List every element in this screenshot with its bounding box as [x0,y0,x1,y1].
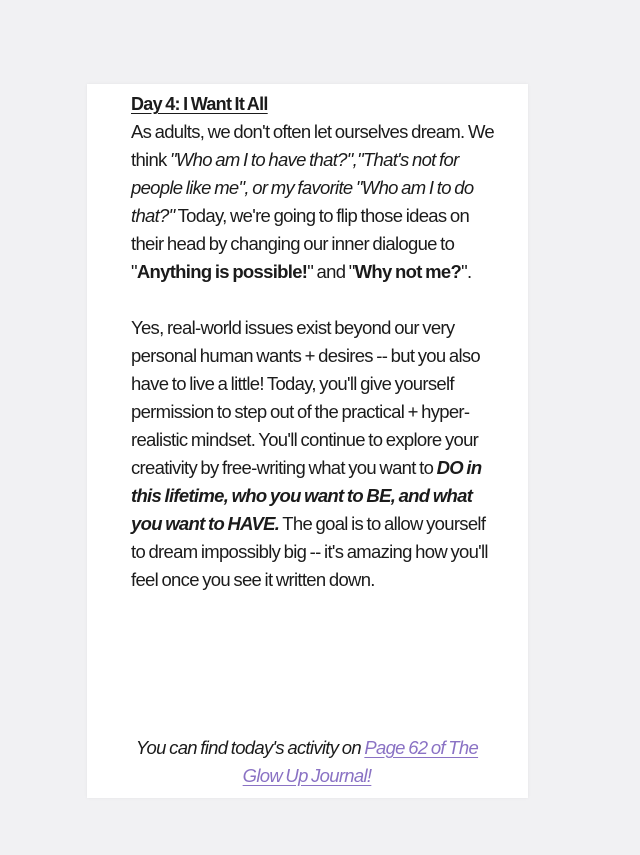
footer-text: You can find today's activity on [135,737,365,758]
intro-paragraph [131,118,501,286]
do-be-have-phrase: DO in this lifetime, who you want to BE, and what you want to HAVE. [131,457,482,534]
intro-text-e: " and " [307,261,355,282]
anything-possible-phrase: Anything is possible! [136,261,308,282]
body-paragraph [131,314,501,594]
intro-text-a: As adults, we don't often let ourselves dream. We think [131,121,494,170]
day-title: Day 4: I Want It All [131,94,268,114]
journal-page-link[interactable]: Page 62 of The Glow Up Journal! [242,737,479,786]
footer-note [132,734,482,790]
paragraph-spacer [131,286,501,314]
intro-quotes: "Who am I to have that?","That's not for people like me", or my favorite "Who am I to do that?" [131,149,474,226]
intro-text-c: Today, we're going to flip those ideas on their head by changing our inner dialogue to " [131,205,470,282]
journal-content [131,90,501,594]
body-text-c: The goal is to allow yourself to dream impossibly big -- it's amazing how you'll feel once you see it written down. [131,513,488,590]
body-text-a: Yes, real-world issues exist beyond our very personal human wants + desires -- but you also have to live a little! Today, you'll give yourself permission to step out of the practical + hyper-realistic mindset. You'll continue to explore your creativity by free-writing what you want to [131,317,481,478]
intro-text-g: ". [461,261,472,282]
why-not-me-phrase: Why not me? [354,261,462,282]
